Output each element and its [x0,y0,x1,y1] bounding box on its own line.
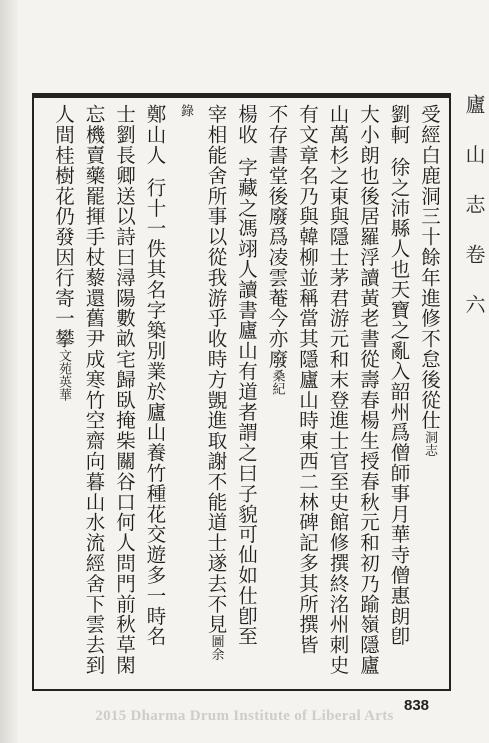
text-column [263,104,291,395]
page-edge-shadow [0,0,18,743]
column-text: 忘機賣藥罷揮手杖藜還舊尹成寒竹空齋向暮山水流經舍下雲去到 [82,104,106,676]
column-text-continued: 行十一佚其名字築別業於廬山養竹種花交遊多一時名 [143,177,167,647]
text-column [80,104,108,675]
column-text: 楊收 [235,104,258,145]
text-column [354,104,382,675]
column-text: 山萬杉之東與隱士茅君游元和末登進士官至史館修撰終洺州刺史 [326,104,350,676]
bleed-text: 廬 山 志 卷 六 [462,94,486,317]
text-column [385,104,413,646]
text-column [141,104,169,646]
text-column [49,104,77,401]
watermark: 2015 Dharma Drum Institute of Liberal Arts [95,708,394,724]
source-note: 桑紀 [269,369,285,396]
text-column [110,104,138,675]
text-column [415,104,443,456]
column-text: 宰相能舍所事以從我游乎收時方覬進取謝不能道士遂去不見 [204,104,228,635]
column-text: 不存書堂後廢爲凌雲菴今亦廢 [265,104,289,370]
column-text-continued: 字藏之馮翊人讀書廬山有道者謂之曰子貌可仙如仕卽至 [235,156,258,647]
bleed-through-header [451,94,489,494]
column-text: 鄭山人 [143,104,167,166]
column-text: 士劉長卿送以詩曰潯陽數畝宅歸臥掩柴關谷口何人問門前秋草閑 [113,104,136,676]
text-column [232,104,260,646]
source-note: 錄 [178,104,193,117]
text-frame [32,93,451,691]
text-column [293,104,321,655]
source-note: 洞志 [422,430,437,457]
column-text-continued: 徐之沛縣人也天寶之亂入韶州爲僧師事月華寺僧惠朗卽 [387,156,411,647]
page-number: 838 [404,697,430,714]
text-column [202,104,230,660]
column-text: 劉軻 [387,104,411,145]
source-note: 文苑英華 [56,348,71,401]
column-text: 受經白鹿洞三十餘年進修不怠後從仕 [418,104,441,431]
column-text: 大小朗也後居羅浮讀黃老書從壽春楊生授春秋元和初乃踰嶺隱廬 [357,104,380,676]
column-text: 人間桂樹花仍發因行寄一攀 [52,104,75,349]
text-column [324,104,352,675]
source-note: 圖余 [208,634,224,661]
text-column [171,104,199,117]
column-text: 有文章名乃與韓柳並稱當其隱廬山時東西二林碑記多其所撰皆 [296,104,319,655]
